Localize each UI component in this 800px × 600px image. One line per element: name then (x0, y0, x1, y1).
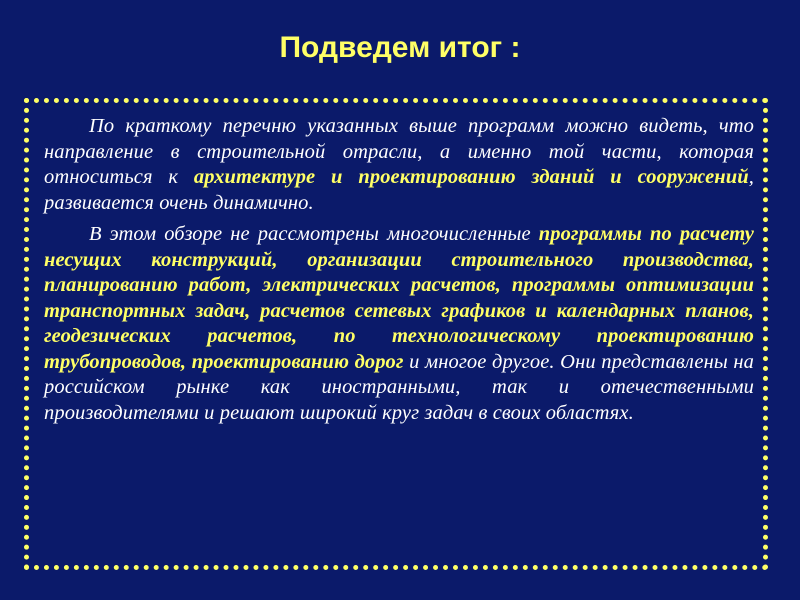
paragraph-1-text-start: По краткому перечню указанных выше программ можно видеть, что направление в строительной отрасли, а именно той части, которая относиться к (44, 115, 754, 188)
paragraph-2 (44, 222, 754, 426)
slide-title: Подведем итог : (279, 31, 521, 64)
paragraph-2-text-start: В этом обзоре не рассмотрены многочисленные (89, 223, 539, 245)
paragraph-2-highlight: программы по расчету несущих конструкций, организации строительного производства, планированию работ, электрических расчетов, программы оптимизации транспортных задач, расчетов сетевых графиков и календарных планов, геодезических расчетов, по технологическому проектированию трубопроводов, проектированию дорог (44, 223, 754, 373)
slide-body (44, 114, 754, 432)
paragraph-1-text-end: , развивается очень динамично. (44, 166, 754, 214)
paragraph-2-text-end: и многое другое. Они представлены на российском рынке как иностранными, так и отечественными производителями и решают широкий круг задач в своих областях. (44, 350, 754, 424)
paragraph-1-highlight: архитектуре и проектированию зданий и сооружений (193, 166, 749, 188)
paragraph-1 (44, 114, 754, 216)
